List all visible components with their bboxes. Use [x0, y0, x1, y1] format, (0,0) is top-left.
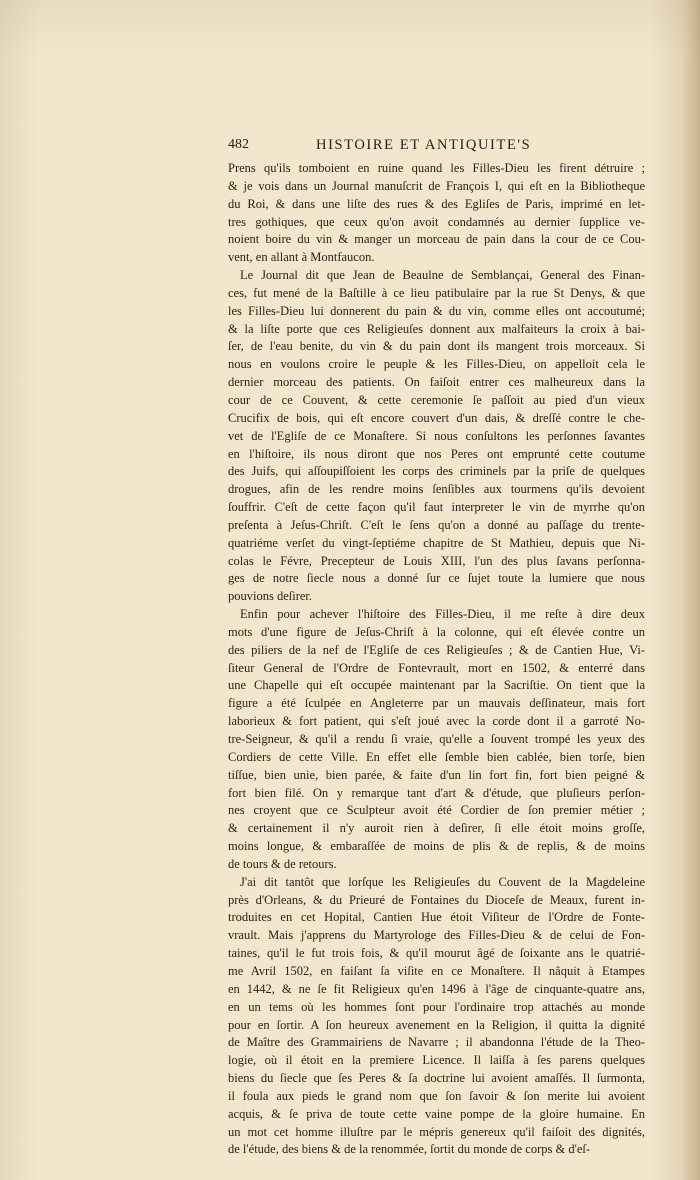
- text-line: vet de l'Egliſe de ce Monaſtere. Si nous conſultons les perſonnes ſavantes: [228, 428, 645, 443]
- text-line: figure a été ſculpée en Angleterre par un mauvais deſſinateur, mais fort: [228, 696, 645, 711]
- text-line: tres gothiques, que ceux qu'on avoit condamnés au dernier ſupplice ve-: [228, 214, 645, 229]
- body-text: [228, 160, 645, 1159]
- text-line: en 1442, & ne ſe fit Religieux qu'en 1496 à l'âge de cinquante-quatre ans,: [228, 981, 645, 996]
- text-line: des piliers de la nef de l'Egliſe de ces Religieuſes ; & de Cantien Hue, Vi-: [228, 642, 645, 657]
- page-number: 482: [228, 137, 249, 152]
- paragraph: [228, 874, 645, 1160]
- page-header: [228, 137, 645, 159]
- text-line: logie, où il étoit en la premiere Licence. Il laiſſa à ſes parens quelques: [228, 1053, 645, 1068]
- text-line: dernier morceau des patients. On faiſoit entrer ces malheureux dans la: [228, 375, 645, 390]
- paragraph: [228, 160, 645, 267]
- text-line: laborieux & fort patient, qui s'eſt joué avec la corde dont il a garroté No-: [228, 714, 645, 729]
- text-line: quatriéme verſet du vingt-ſeptiéme chapitre de St Mathieu, depuis que Ni-: [228, 535, 645, 550]
- text-line: preſenta à Jeſus-Chriſt. C'eſt le ſens qu'on a donné au paſſage du trente-: [228, 517, 645, 532]
- text-line: de tours & de retours.: [228, 856, 337, 871]
- text-line: des Juifs, qui aſſoupiſſoient les corps des criminels par la priſe de quelques: [228, 464, 645, 479]
- text-line: Enfin pour achever l'hiſtoire des Filles-Dieu, il me reſte à dire deux: [240, 607, 645, 622]
- text-line: pour en ſortir. A ſon heureux avenement en la Religion, il quitta la dignité: [228, 1017, 645, 1032]
- text-line: ſer, de l'eau benite, du vin & du pain dont ils mangent trois morceaux. Si: [228, 339, 645, 354]
- text-line: vrault. Mais j'apprens du Martyrologe des Filles-Dieu & de celui de Fon-: [228, 928, 645, 943]
- text-line: vent, en allant à Montfaucon.: [228, 250, 375, 265]
- text-line: troduites en cet Hopital, Cantien Hue étoit Viſiteur de l'Ordre de Fonte-: [228, 910, 645, 925]
- text-line: tiſſue, bien unie, bien parée, & faite d'un lin fort fin, fort bien peigné &: [228, 767, 645, 782]
- text-line: me Avril 1502, en faiſant ſa viſite en ce Monaſtere. Il nâquit à Etampes: [228, 963, 645, 978]
- text-line: mots d'une figure de Jeſus-Chriſt à la colonne, qui eſt élevée contre un: [228, 624, 645, 639]
- paragraph: [228, 267, 645, 606]
- text-line: & certainement il n'y auroit rien à deſirer, ſi elle étoit moins groſſe,: [228, 821, 645, 836]
- text-line: tre-Seigneur, & qu'il a rendu ſi vraie, qu'elle a ſouvent trompé les yeux des: [228, 732, 645, 746]
- text-line: ſiteur General de l'Ordre de Fontevrault, mort en 1502, & enterré dans: [228, 660, 645, 675]
- text-line: colas le Févre, Precepteur de Louis XIII, l'un des plus ſavans perſonna-: [228, 553, 645, 568]
- running-title: HISTOIRE ET ANTIQUITE'S: [316, 137, 532, 153]
- text-line: en l'hiſtoire, ils nous diront que nos Peres ont emprunté cette coutume: [228, 446, 645, 461]
- text-line: ces, fut mené de la Baſtille à ce lieu patibulaire par la rue St Denys, & que: [228, 285, 645, 300]
- text-line: ſouffrir. C'eſt de cette façon qu'il faut interpreter le vin de myrrhe qu'on: [228, 500, 645, 515]
- text-line: Le Journal dit que Jean de Beaulne de Semblançai, General des Finan-: [240, 268, 645, 283]
- paragraph: [228, 606, 645, 874]
- text-line: un mot cet homme illuſtre par le mépris genereux qu'il faiſoit des dignités,: [228, 1124, 645, 1139]
- text-line: fort bien filé. On y remarque tant d'art & d'étude, que pluſieurs perſon-: [228, 785, 645, 800]
- text-line: nous en voulons croire le peuple & les Filles-Dieu, on appelloit cela le: [228, 357, 645, 372]
- text-line: acquis, & ſe priva de toute cette vaine pompe de la gloire humaine. En: [228, 1106, 645, 1121]
- text-line: cour de ce Couvent, & cette ceremonie ſe paſſoit au pied d'un vieux: [228, 392, 645, 407]
- text-line: & je vois dans un Journal manuſcrit de François I, qui eſt en la Bibliotheque: [228, 178, 645, 193]
- text-line: nes croyent que ce Sculpteur avoit été Cordier de ſon premier métier ;: [228, 803, 645, 818]
- text-line: les Filles-Dieu lui donnerent du pain & du vin, comme elles ont accoutumé;: [228, 303, 645, 318]
- text-line: du Roi, & dans une liſte des rues & des Egliſes de Paris, imprimé en let-: [228, 196, 645, 211]
- text-line: en un tems où les hommes ſont pour l'ordinaire trop attachés au monde: [228, 999, 645, 1014]
- text-line: noient boire du vin & manger un morceau de pain dans la cour de ce Cou-: [228, 232, 645, 247]
- text-line: ges de notre ſiecle nous a donné ſur ce ſujet toute la lumiere que nous: [228, 571, 645, 586]
- text-line: Crucifix de bois, qui eſt encore couvert d'un dais, & dreſſé contre le che-: [228, 410, 645, 425]
- text-line: & la liſte porte que ces Religieuſes donnent aux malfaiteurs la croix à bai-: [228, 321, 645, 336]
- text-line: près d'Orleans, & du Prieuré de Fontaines du Dioceſe de Meaux, furent in-: [228, 892, 645, 907]
- text-line: il foula aux pieds le grand nom que ſon ſavoir & ſon merite lui avoient: [228, 1088, 645, 1103]
- text-line: biens du ſiecle que ſes Peres & ſa doctrine lui avoient amaſſés. Il ſurmonta,: [228, 1071, 645, 1086]
- text-line: taines, qu'il le fut trois fois, & qu'il mourut âgé de ſoixante ans le quatrié-: [228, 946, 645, 961]
- text-line: de l'étude, des biens & de la renommée, ſortit du monde de corps & d'eſ-: [228, 1142, 591, 1157]
- text-line: de Maître des Grammairiens de Navarre ; il abandonna l'étude de la Theo-: [228, 1035, 645, 1050]
- text-line: Prens qu'ils tomboient en ruine quand les Filles-Dieu les firent détruire ;: [228, 161, 645, 175]
- text-line: pouvions deſirer.: [228, 589, 313, 604]
- text-line: Cordiers de cette Ville. En effet elle ſemble bien cablée, bien torſe, bien: [228, 749, 645, 764]
- text-line: moins longue, & embaraſſée de moins de plis & de replis, & de moins: [228, 839, 645, 854]
- text-line: une Chapelle qui eſt occupée maintenant par la Sacriſtie. On tient que la: [228, 678, 645, 693]
- text-line: drogues, afin de les rendre moins ſenſibles aux tourmens qu'ils devoient: [228, 482, 645, 497]
- text-line: J'ai dit tantôt que lorſque les Religieuſes du Couvent de la Magdeleine: [240, 874, 645, 889]
